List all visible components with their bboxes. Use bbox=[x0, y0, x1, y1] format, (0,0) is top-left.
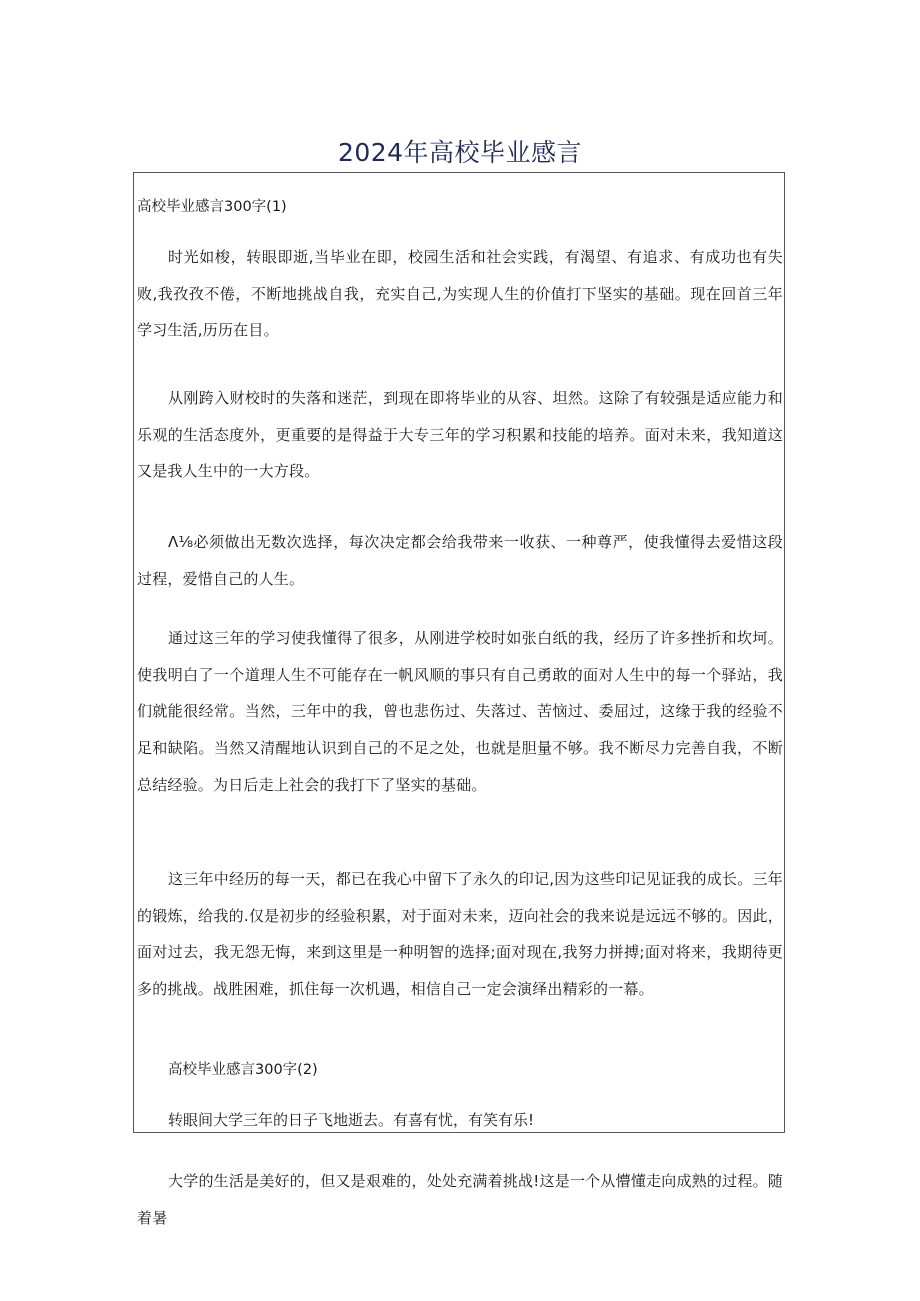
paragraph-4: 通过这三年的学习使我懂得了很多，从刚进学校时如张白纸的我，经历了许多挫折和坎坷。使我明白了一个道理人生不可能存在一帆风顺的事只有自己勇敢的面对人生中的每一个驿站，我们就能很经常。当然，三年中的我，曾也悲伤过、失落过、苦恼过、委屈过，这缘于我的经验不足和缺陷。当然又清醒地认识到自己的不足之处，也就是胆量不够。我不断尽力完善自我，不断总结经验。为日后走上社会的我打下了坚实的基础。 bbox=[137, 629, 783, 794]
paragraph-3: Λ⅛必须做出无数次选择，每次决定都会给我带来一收获、一种尊严，使我懂得去爱惜这段过程，爱惜自己的人生。 bbox=[137, 533, 783, 588]
trailing-paragraph: 大学的生活是美好的，但又是艰难的，处处充满着挑战!这是一个从懵懂走向成熟的过程。随着暑 bbox=[137, 1172, 783, 1227]
section-2-first-line: 转眼间大学三年的日子飞地逝去。有喜有忧，有笑有乐! bbox=[168, 1111, 535, 1129]
paragraph-1: 时光如梭，转眼即逝,当毕业在即，校园生活和社会实践，有渴望、有追求、有成功也有失败,我孜孜不倦，不断地挑战自我，充实自己,为实现人生的价值打下坚实的基础。现在回首三年学习生活,历历在目。 bbox=[137, 248, 783, 340]
section-heading-1: 高校毕业感言300字(1) bbox=[137, 199, 287, 215]
document-title: 2024年高校毕业感言 bbox=[337, 137, 583, 167]
paragraph-5: 这三年中经历的每一天，都已在我心中留下了永久的印记,因为这些印记见证我的成长。三年的锻炼，给我的.仅是初步的经验积累，对于面对未来，迈向社会的我来说是远远不够的。因此，面对过去，我无怨无悔，来到这里是一种明智的选择;面对现在,我努力拼搏;面对将来，我期待更多的挑战。战胜困难，抓住每一次机遇，相信自己一定会演绎出精彩的一幕。 bbox=[137, 870, 783, 999]
section-heading-2: 高校毕业感言300字(2) bbox=[168, 1062, 318, 1078]
paragraph-2: 从刚跨入财校时的失落和迷茫，到现在即将毕业的从容、坦然。这除了有较强是适应能力和乐观的生活态度外，更重要的是得益于大专三年的学习积累和技能的培养。面对未来，我知道这又是我人生中的一大方段。 bbox=[137, 389, 783, 481]
